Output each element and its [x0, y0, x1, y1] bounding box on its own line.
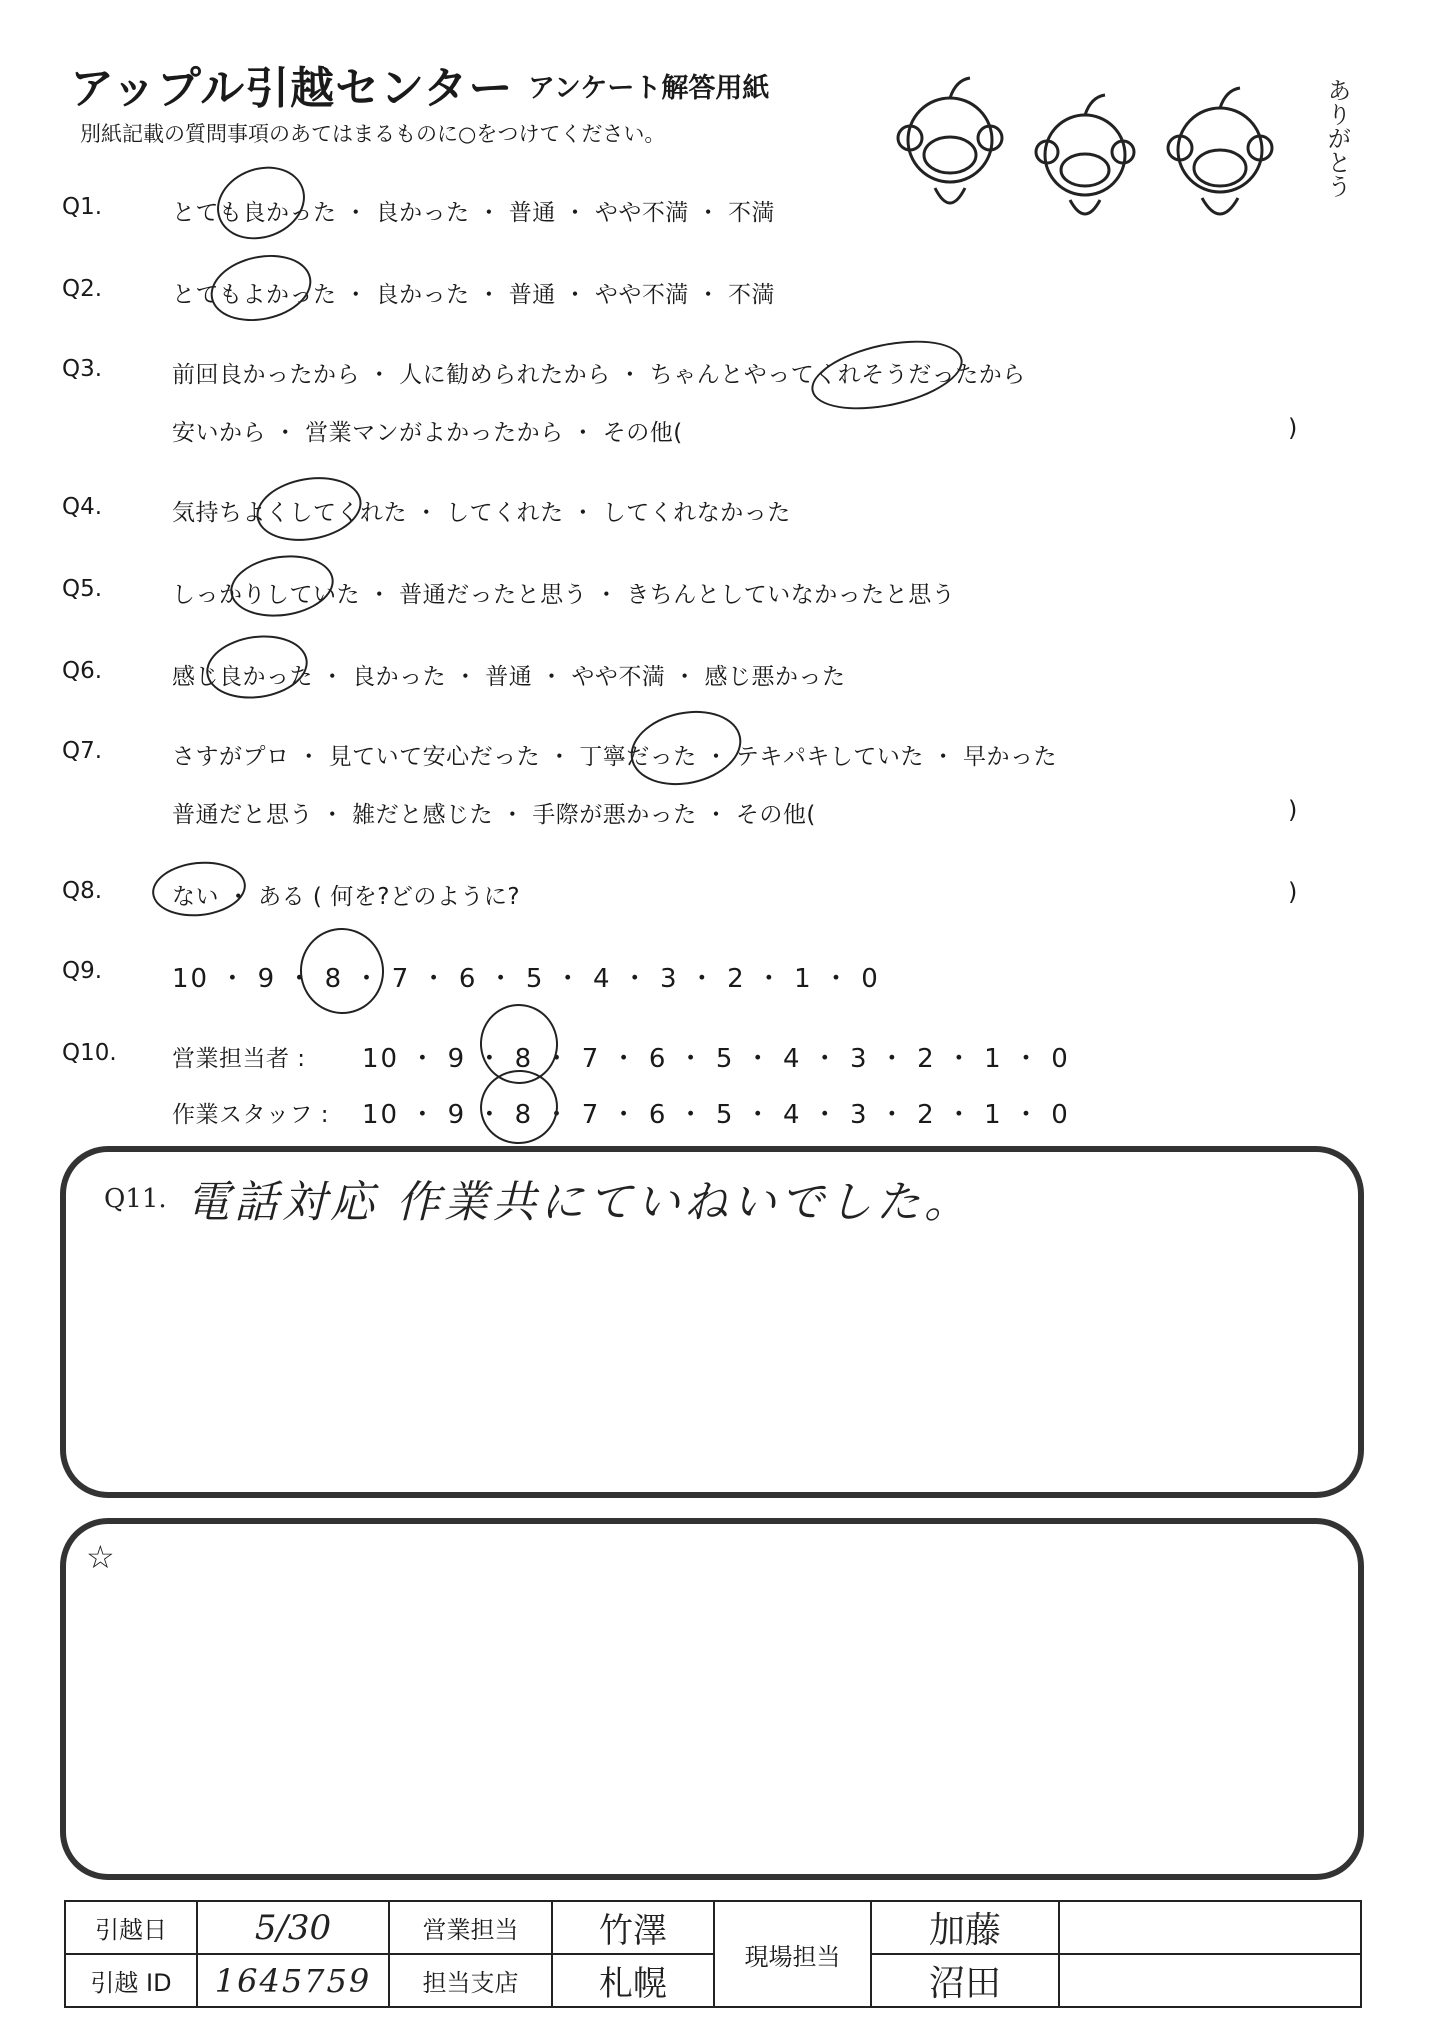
q9-answer-circle	[293, 921, 391, 1020]
q6-options: 感じ良かった ・ 良かった ・ 普通 ・ やや不満 ・ 感じ悪かった	[172, 664, 846, 690]
q10-sales-scale: 10 ・ 9 ・ 8 ・ 7 ・ 6 ・ 5 ・ 4 ・ 3 ・ 2 ・ 1 ・ 0	[362, 1044, 1070, 1074]
q10-staff-scale: 10 ・ 9 ・ 8 ・ 7 ・ 6 ・ 5 ・ 4 ・ 3 ・ 2 ・ 1 ・ 0	[362, 1100, 1070, 1130]
q8-options: ない ・ ある ( 何を?どのように?	[172, 884, 521, 910]
q6-answer-circle	[202, 629, 312, 705]
q3-label: Q3.	[62, 356, 103, 382]
q1-options: とても良かった ・ 良かった ・ 普通 ・ やや不満 ・ 不満	[172, 200, 775, 226]
info-table	[64, 1900, 1362, 2008]
q10-sales-label: 営業担当者 :	[172, 1046, 306, 1072]
instruction-text: 別紙記載の質問事項のあてはまるものに○をつけてください。	[80, 122, 666, 146]
q2-answer-circle	[204, 246, 317, 330]
q7-label: Q7.	[62, 738, 103, 764]
q3-answer-circle	[805, 329, 969, 422]
form-title: アップル引越センター	[70, 63, 514, 114]
q11-answer: 電話対応 作業共にていねいでした。	[186, 1177, 972, 1228]
sales-rep-value: 竹澤	[552, 1901, 714, 1954]
q3-options-line2: 安いから ・ 営業マンがよかったから ・ その他(	[172, 420, 683, 446]
q7-answer-circle	[624, 701, 749, 795]
branch-value: 札幌	[552, 1954, 714, 2007]
q4-options: 気持ちよくしてくれた ・ してくれた ・ してくれなかった	[172, 500, 791, 526]
info-empty-cell-1	[1059, 1901, 1361, 1954]
q5-label: Q5.	[62, 576, 103, 602]
q8-label: Q8.	[62, 878, 103, 904]
q1-label: Q1.	[62, 194, 103, 220]
q9-scale: 10 ・ 9 ・ 8 ・ 7 ・ 6 ・ 5 ・ 4 ・ 3 ・ 2 ・ 1 ・ 0	[172, 964, 880, 994]
q7-options-line2: 普通だと思う ・ 雑だと感じた ・ 手際が悪かった ・ その他(	[172, 802, 816, 828]
form-subtitle: アンケート解答用紙	[528, 73, 770, 104]
info-empty-cell-2	[1059, 1954, 1361, 2007]
q8-answer-circle	[149, 857, 248, 921]
q10-staff-answer-circle	[475, 1065, 563, 1149]
site-rep-value-1: 加藤	[871, 1901, 1059, 1954]
branch-label: 担当支店	[389, 1954, 552, 2007]
q1-answer-circle	[207, 155, 316, 252]
q2-label: Q2.	[62, 276, 103, 302]
q11-label: Q11.	[104, 1184, 167, 1214]
move-id-value: 1645759	[197, 1954, 389, 2007]
monkey-mascots-illustration	[880, 60, 1340, 240]
site-rep-label: 現場担当	[714, 1901, 871, 2007]
thanks-text: ありがとう	[1323, 78, 1351, 198]
sales-rep-label: 営業担当	[389, 1901, 552, 1954]
q10-staff-label: 作業スタッフ :	[172, 1102, 330, 1128]
q3-close-paren: )	[1288, 414, 1298, 442]
q7-close-paren: )	[1288, 796, 1298, 824]
move-date-value: 5/30	[197, 1901, 389, 1954]
q4-answer-circle	[251, 469, 366, 548]
site-rep-value-2: 沼田	[871, 1954, 1059, 2007]
move-date-label: 引越日	[65, 1901, 197, 1954]
move-id-label: 引越 ID	[65, 1954, 197, 2007]
q9-label: Q9.	[62, 958, 103, 984]
q5-answer-circle	[226, 549, 337, 623]
free-comment-box	[60, 1518, 1364, 1880]
q7-options-line1: さすがプロ ・ 見ていて安心だった ・ 丁寧だった ・ テキパキしていた ・ 早かった	[172, 744, 1057, 770]
star-icon: ☆	[86, 1538, 115, 1576]
q8-close-paren: )	[1288, 878, 1298, 906]
q6-label: Q6.	[62, 658, 103, 684]
q2-options: とてもよかった ・ 良かった ・ 普通 ・ やや不満 ・ 不満	[172, 282, 775, 308]
q3-options-line1: 前回良かったから ・ 人に勧められたから ・ ちゃんとやってくれそうだったから	[172, 362, 1026, 388]
q10-label: Q10.	[62, 1040, 117, 1066]
q4-label: Q4.	[62, 494, 103, 520]
q5-options: しっかりしていた ・ 普通だったと思う ・ きちんとしていなかったと思う	[172, 582, 956, 608]
